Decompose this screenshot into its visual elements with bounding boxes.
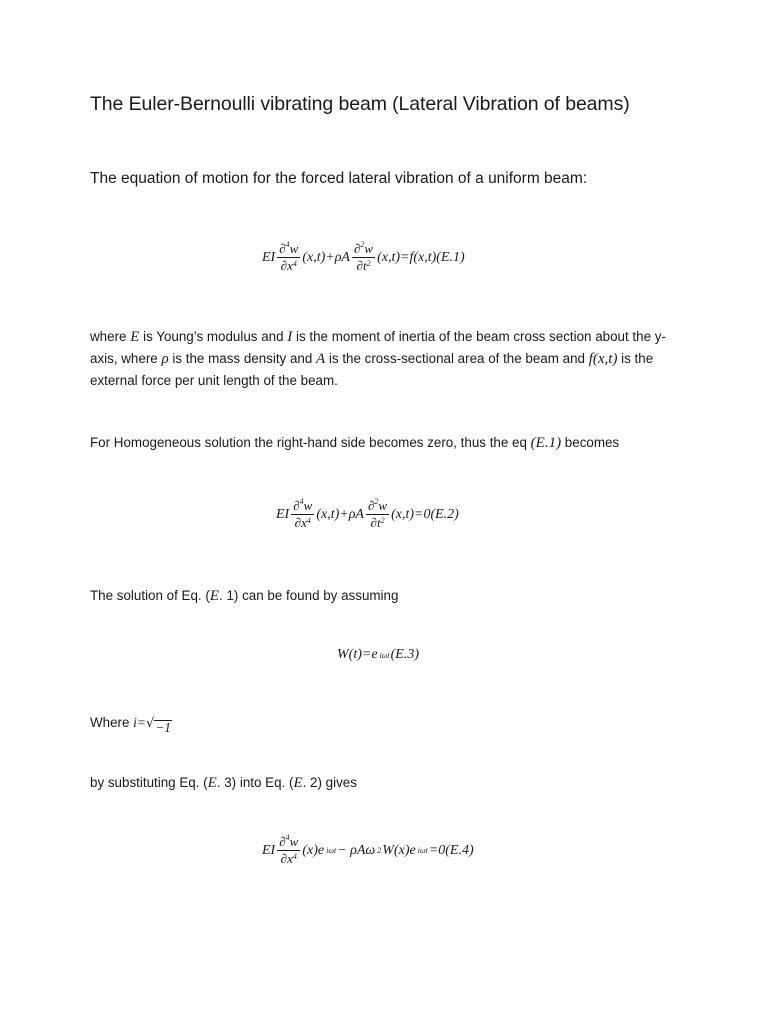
para1-text-4: is the mass density and <box>168 351 317 366</box>
imaginary-unit-paragraph <box>90 712 690 734</box>
eq4-exponent-3: iωt <box>417 846 428 855</box>
eq1-lead: EI <box>262 249 276 265</box>
eq4-mid-3: W(x)e <box>382 842 416 858</box>
eq2-frac1-num-symbol: ∂ <box>293 498 300 513</box>
para1-text-3: is the moment of inertia of the beam cross section about the y-axis, where <box>90 329 666 366</box>
eq2-frac2-num-sup: 2 <box>374 497 379 506</box>
eq4-frac-num-symbol: ∂ <box>279 834 286 849</box>
substitution-paragraph <box>90 772 690 794</box>
intro-paragraph: The equation of motion for the forced lateral vibration of a uniform beam: <box>90 170 588 187</box>
eq1-arg1: (x,t)+ρA <box>302 249 350 265</box>
eq2-frac1-num-var: w <box>303 498 313 513</box>
equation-e2 <box>275 499 460 530</box>
eq1-frac1-den-sup: 4 <box>292 259 297 268</box>
equation-e4 <box>261 835 475 866</box>
para4-lhs: i= <box>133 715 146 730</box>
para1-text-6: is the external force per unit length of the beam. <box>90 351 654 388</box>
sqrt-icon: √ <box>145 716 155 731</box>
para2-text-2: becomes <box>561 435 620 450</box>
eq2-frac1-denominator <box>293 515 313 530</box>
eq1-frac1-numerator <box>277 242 300 258</box>
para5-text-3: . 2) gives <box>302 775 357 790</box>
eq1-frac1-num-var: w <box>289 241 299 256</box>
eq1-frac1-num-sup: 4 <box>285 240 290 249</box>
eq2-frac2-den-text: ∂t <box>370 515 381 530</box>
eq1-frac2-num-sup: 2 <box>360 240 365 249</box>
eq2-frac1-num-sup: 4 <box>299 497 304 506</box>
sqrt-radicand: −1 <box>155 720 171 735</box>
eq2-fraction-2 <box>366 499 389 530</box>
eq4-fraction <box>277 835 300 866</box>
eq2-frac1-numerator <box>291 499 314 515</box>
eq1-frac2-num-symbol: ∂ <box>353 241 361 256</box>
para5-text-2: . 3) into Eq. ( <box>216 775 294 790</box>
eq4-frac-num-sup: 4 <box>285 833 290 842</box>
eq-ref-e: E <box>209 588 220 604</box>
eq4-frac-den-text: ∂x <box>280 851 293 866</box>
eq4-frac-denominator <box>279 851 299 866</box>
para2-text-1: For Homogeneous solution the right-hand side becomes zero, thus the eq <box>90 435 531 450</box>
eq2-frac2-num-symbol: ∂ <box>367 498 375 513</box>
equation-e3 <box>336 647 420 663</box>
var-E: E <box>130 329 140 345</box>
eq1-frac2-den-text: ∂t <box>356 258 367 273</box>
eq4-frac-numerator <box>277 835 300 851</box>
homogeneous-paragraph <box>90 432 690 454</box>
var-I: I <box>287 329 293 345</box>
eq2-rest: (x,t)=0(E.2) <box>391 506 459 522</box>
sqrt-expression <box>146 713 172 734</box>
eq4-mid-2: − ρAω <box>337 842 376 858</box>
equation-e1 <box>261 242 466 273</box>
para3-text-2: . 1) can be found by assuming <box>219 588 399 603</box>
eq-ref-e-2: E <box>293 775 303 791</box>
eq1-fraction-1 <box>277 242 300 273</box>
eq2-frac2-num-var: w <box>378 498 388 513</box>
eq2-frac1-den-sup: 4 <box>306 516 311 525</box>
eq4-frac-num-var: w <box>289 834 299 849</box>
eq1-frac1-denominator <box>279 258 299 273</box>
eq-ref-e-1: E <box>207 775 217 791</box>
para3-text-1: The solution of Eq. ( <box>90 588 210 603</box>
eq4-mid-1: (x)e <box>302 842 325 858</box>
var-f: f(x,t) <box>588 351 618 367</box>
eq1-frac2-numerator <box>352 242 375 258</box>
eq3-rest: (E.3) <box>390 647 420 662</box>
eq2-fraction-1 <box>291 499 314 530</box>
eq1-frac2-den-sup: 2 <box>366 259 371 268</box>
eq4-rest: =0(E.4) <box>428 842 474 858</box>
eq1-frac2-denominator <box>355 258 373 273</box>
eq4-lead: EI <box>262 842 276 858</box>
eq-ref-e1: (E.1) <box>530 435 562 451</box>
eq1-frac2-num-var: w <box>364 241 374 256</box>
eq2-frac2-den-sup: 2 <box>380 516 385 525</box>
para1-text-5: is the cross-sectional area of the beam and <box>325 351 589 366</box>
solution-paragraph <box>90 585 690 607</box>
eq4-exponent-1: iωt <box>326 846 337 855</box>
eq2-frac2-numerator <box>366 499 389 515</box>
eq2-lead: EI <box>276 506 290 522</box>
eq1-rest: (x,t)=f(x,t)(E.1) <box>377 249 465 265</box>
document-title: The Euler-Bernoulli vibrating beam (Lateral Vibration of beams) <box>90 93 630 115</box>
eq2-frac1-den-text: ∂x <box>294 515 307 530</box>
eq1-frac1-den-text: ∂x <box>280 258 293 273</box>
eq3-exponent: iωt <box>379 650 390 660</box>
para4-text-1: Where <box>90 715 134 730</box>
eq1-fraction-2 <box>352 242 375 273</box>
eq3-lhs: W(t)=e <box>337 647 378 662</box>
var-A: A <box>316 351 326 367</box>
var-rho: ρ <box>161 351 169 367</box>
definitions-paragraph <box>90 326 686 391</box>
eq4-exponent-2: 2 <box>377 846 382 855</box>
eq2-frac2-denominator <box>369 515 387 530</box>
para5-text-1: by substituting Eq. ( <box>90 775 208 790</box>
para1-text-1: where <box>90 329 131 344</box>
eq4-frac-den-sup: 4 <box>292 852 297 861</box>
eq1-frac1-num-symbol: ∂ <box>279 241 286 256</box>
para1-text-2: is Young’s modulus and <box>139 329 288 344</box>
eq2-arg1: (x,t)+ρA <box>316 506 364 522</box>
